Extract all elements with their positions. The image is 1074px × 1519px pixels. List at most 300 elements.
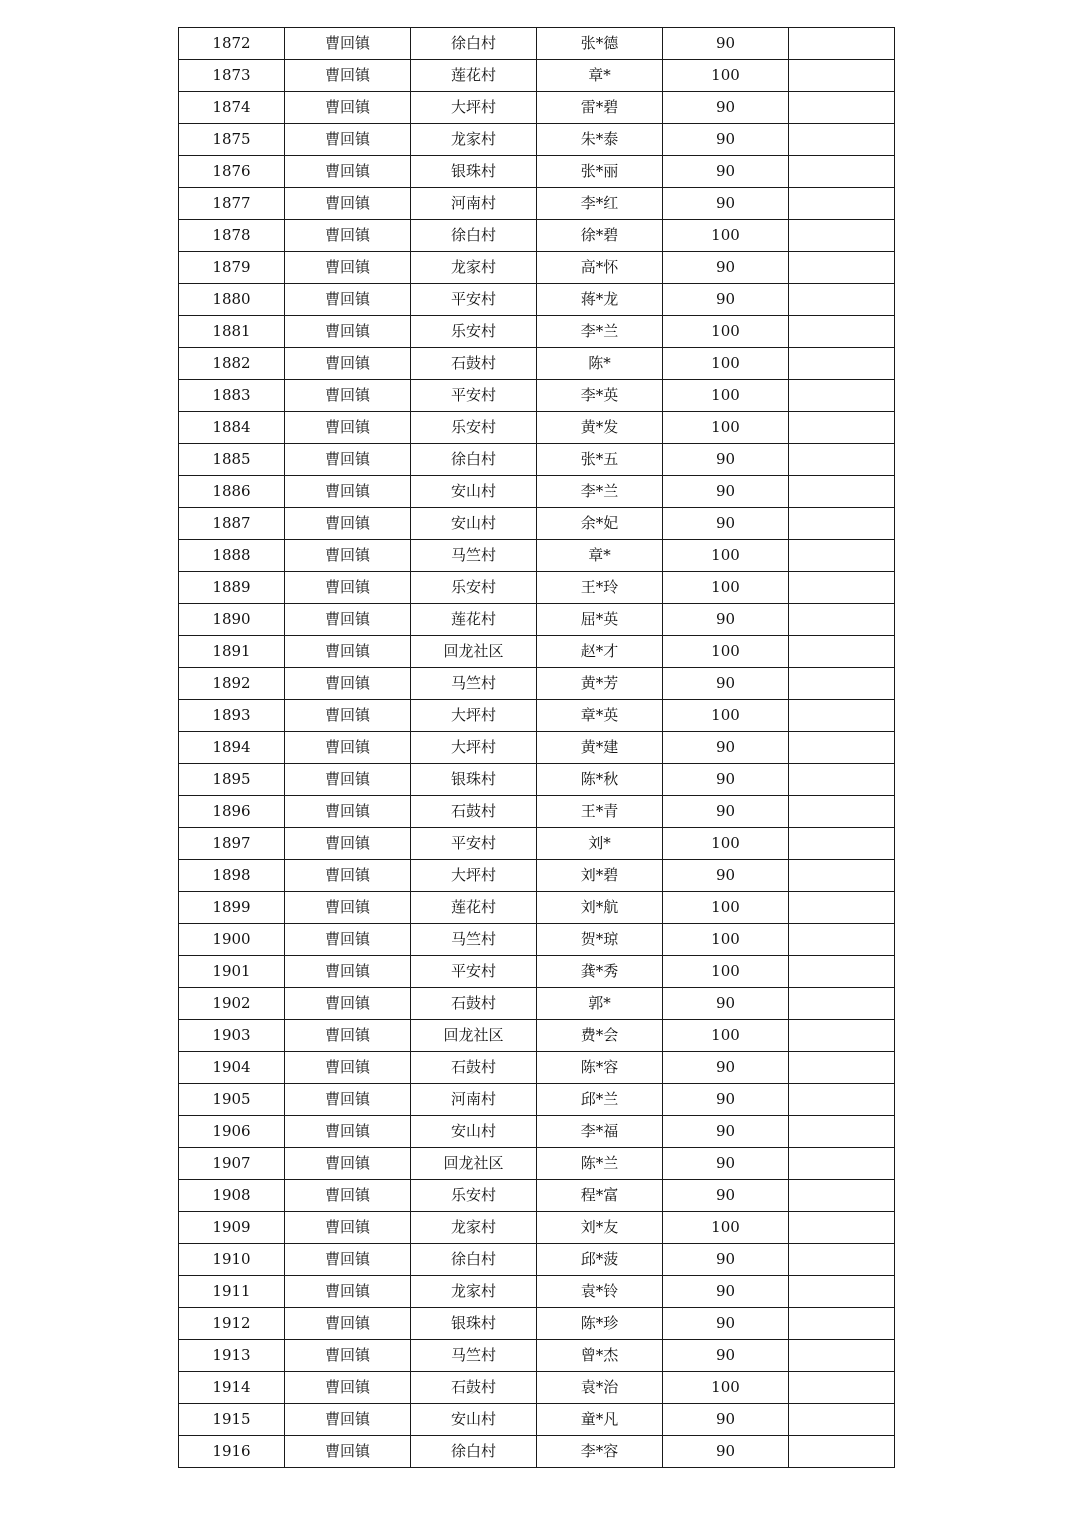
sequence-number-cell: 1890 [179,604,285,636]
sequence-number-cell: 1915 [179,1404,285,1436]
note-cell [789,252,895,284]
amount-cell: 100 [663,1212,789,1244]
note-cell [789,124,895,156]
table-row [179,700,895,732]
name-cell: 程*富 [537,1180,663,1212]
note-cell [789,60,895,92]
name-cell: 黄*发 [537,412,663,444]
village-cell: 大坪村 [411,732,537,764]
note-cell [789,636,895,668]
table-row [179,1052,895,1084]
table-row [179,732,895,764]
town-cell: 曹回镇 [285,668,411,700]
village-cell: 银珠村 [411,764,537,796]
name-cell: 高*怀 [537,252,663,284]
table-row [179,252,895,284]
village-cell: 徐白村 [411,1436,537,1468]
note-cell [789,732,895,764]
name-cell: 李*兰 [537,476,663,508]
village-cell: 石鼓村 [411,348,537,380]
amount-cell: 100 [663,348,789,380]
name-cell: 刘*航 [537,892,663,924]
village-cell: 平安村 [411,956,537,988]
note-cell [789,668,895,700]
roster-table [178,27,895,1468]
table-row [179,1084,895,1116]
sequence-number-cell: 1875 [179,124,285,156]
village-cell: 石鼓村 [411,1372,537,1404]
town-cell: 曹回镇 [285,60,411,92]
table-row [179,348,895,380]
village-cell: 安山村 [411,508,537,540]
name-cell: 李*福 [537,1116,663,1148]
table-row [179,476,895,508]
sequence-number-cell: 1912 [179,1308,285,1340]
table-row [179,124,895,156]
village-cell: 石鼓村 [411,796,537,828]
town-cell: 曹回镇 [285,732,411,764]
note-cell [789,1436,895,1468]
town-cell: 曹回镇 [285,1084,411,1116]
amount-cell: 90 [663,444,789,476]
sequence-number-cell: 1873 [179,60,285,92]
table-row [179,988,895,1020]
note-cell [789,28,895,60]
amount-cell: 100 [663,892,789,924]
note-cell [789,1340,895,1372]
note-cell [789,1308,895,1340]
amount-cell: 100 [663,60,789,92]
table-row [179,540,895,572]
name-cell: 李*英 [537,380,663,412]
note-cell [789,924,895,956]
amount-cell: 90 [663,796,789,828]
amount-cell: 100 [663,828,789,860]
note-cell [789,1116,895,1148]
amount-cell: 90 [663,668,789,700]
table-row [179,1212,895,1244]
sequence-number-cell: 1913 [179,1340,285,1372]
town-cell: 曹回镇 [285,188,411,220]
table-row [179,796,895,828]
note-cell [789,380,895,412]
sequence-number-cell: 1914 [179,1372,285,1404]
table-row [179,284,895,316]
note-cell [789,860,895,892]
village-cell: 河南村 [411,1084,537,1116]
amount-cell: 90 [663,1276,789,1308]
village-cell: 马竺村 [411,540,537,572]
note-cell [789,1052,895,1084]
town-cell: 曹回镇 [285,1244,411,1276]
village-cell: 龙家村 [411,1276,537,1308]
table-row [179,1340,895,1372]
name-cell: 陈*兰 [537,1148,663,1180]
sequence-number-cell: 1906 [179,1116,285,1148]
amount-cell: 100 [663,1372,789,1404]
note-cell [789,444,895,476]
table-row [179,572,895,604]
note-cell [789,540,895,572]
note-cell [789,1276,895,1308]
table-row [179,1436,895,1468]
village-cell: 大坪村 [411,700,537,732]
town-cell: 曹回镇 [285,1308,411,1340]
table-row [179,1404,895,1436]
note-cell [789,572,895,604]
note-cell [789,988,895,1020]
amount-cell: 90 [663,92,789,124]
name-cell: 章* [537,60,663,92]
sequence-number-cell: 1911 [179,1276,285,1308]
table-row [179,508,895,540]
town-cell: 曹回镇 [285,1116,411,1148]
village-cell: 龙家村 [411,1212,537,1244]
note-cell [789,1020,895,1052]
village-cell: 徐白村 [411,220,537,252]
town-cell: 曹回镇 [285,892,411,924]
village-cell: 石鼓村 [411,1052,537,1084]
name-cell: 贺*琼 [537,924,663,956]
town-cell: 曹回镇 [285,604,411,636]
sequence-number-cell: 1874 [179,92,285,124]
amount-cell: 90 [663,1308,789,1340]
sequence-number-cell: 1910 [179,1244,285,1276]
sequence-number-cell: 1878 [179,220,285,252]
amount-cell: 90 [663,1404,789,1436]
amount-cell: 100 [663,700,789,732]
sequence-number-cell: 1903 [179,1020,285,1052]
table-row [179,1116,895,1148]
name-cell: 章*英 [537,700,663,732]
name-cell: 张*五 [537,444,663,476]
town-cell: 曹回镇 [285,92,411,124]
sequence-number-cell: 1895 [179,764,285,796]
name-cell: 李*兰 [537,316,663,348]
sequence-number-cell: 1883 [179,380,285,412]
note-cell [789,1404,895,1436]
sequence-number-cell: 1887 [179,508,285,540]
town-cell: 曹回镇 [285,956,411,988]
table-row [179,412,895,444]
town-cell: 曹回镇 [285,924,411,956]
sequence-number-cell: 1888 [179,540,285,572]
sequence-number-cell: 1899 [179,892,285,924]
table-row [179,604,895,636]
name-cell: 王*青 [537,796,663,828]
amount-cell: 100 [663,956,789,988]
name-cell: 邱*菠 [537,1244,663,1276]
note-cell [789,508,895,540]
village-cell: 安山村 [411,1404,537,1436]
name-cell: 雷*碧 [537,92,663,124]
sequence-number-cell: 1882 [179,348,285,380]
town-cell: 曹回镇 [285,828,411,860]
village-cell: 平安村 [411,284,537,316]
name-cell: 郭* [537,988,663,1020]
sequence-number-cell: 1905 [179,1084,285,1116]
village-cell: 回龙社区 [411,1020,537,1052]
sequence-number-cell: 1884 [179,412,285,444]
note-cell [789,1148,895,1180]
amount-cell: 90 [663,156,789,188]
note-cell [789,348,895,380]
table-row [179,1308,895,1340]
sequence-number-cell: 1876 [179,156,285,188]
table-row [179,1180,895,1212]
village-cell: 银珠村 [411,1308,537,1340]
sequence-number-cell: 1904 [179,1052,285,1084]
amount-cell: 90 [663,860,789,892]
town-cell: 曹回镇 [285,796,411,828]
table-row [179,764,895,796]
name-cell: 陈* [537,348,663,380]
amount-cell: 90 [663,28,789,60]
village-cell: 安山村 [411,476,537,508]
name-cell: 徐*碧 [537,220,663,252]
sequence-number-cell: 1872 [179,28,285,60]
name-cell: 黄*芳 [537,668,663,700]
name-cell: 童*凡 [537,1404,663,1436]
village-cell: 龙家村 [411,252,537,284]
amount-cell: 90 [663,476,789,508]
name-cell: 赵*才 [537,636,663,668]
name-cell: 陈*珍 [537,1308,663,1340]
town-cell: 曹回镇 [285,1052,411,1084]
sequence-number-cell: 1894 [179,732,285,764]
village-cell: 莲花村 [411,60,537,92]
note-cell [789,476,895,508]
amount-cell: 90 [663,508,789,540]
amount-cell: 100 [663,316,789,348]
table-row [179,636,895,668]
amount-cell: 100 [663,1020,789,1052]
table-row [179,380,895,412]
amount-cell: 90 [663,1084,789,1116]
note-cell [789,700,895,732]
table-row [179,924,895,956]
sequence-number-cell: 1889 [179,572,285,604]
table-row [179,828,895,860]
name-cell: 费*会 [537,1020,663,1052]
name-cell: 刘* [537,828,663,860]
name-cell: 黄*建 [537,732,663,764]
table-row [179,188,895,220]
amount-cell: 100 [663,924,789,956]
amount-cell: 100 [663,220,789,252]
name-cell: 袁*铃 [537,1276,663,1308]
note-cell [789,412,895,444]
village-cell: 回龙社区 [411,636,537,668]
amount-cell: 90 [663,1116,789,1148]
name-cell: 曾*杰 [537,1340,663,1372]
note-cell [789,156,895,188]
sequence-number-cell: 1900 [179,924,285,956]
table-row [179,1276,895,1308]
sequence-number-cell: 1877 [179,188,285,220]
name-cell: 袁*治 [537,1372,663,1404]
town-cell: 曹回镇 [285,636,411,668]
sequence-number-cell: 1892 [179,668,285,700]
name-cell: 朱*泰 [537,124,663,156]
town-cell: 曹回镇 [285,1436,411,1468]
sequence-number-cell: 1916 [179,1436,285,1468]
village-cell: 大坪村 [411,860,537,892]
town-cell: 曹回镇 [285,1180,411,1212]
town-cell: 曹回镇 [285,252,411,284]
amount-cell: 90 [663,988,789,1020]
name-cell: 余*妃 [537,508,663,540]
table-row [179,60,895,92]
town-cell: 曹回镇 [285,540,411,572]
note-cell [789,1212,895,1244]
town-cell: 曹回镇 [285,988,411,1020]
note-cell [789,1244,895,1276]
table-row [179,860,895,892]
note-cell [789,828,895,860]
town-cell: 曹回镇 [285,444,411,476]
village-cell: 马竺村 [411,924,537,956]
name-cell: 李*红 [537,188,663,220]
town-cell: 曹回镇 [285,572,411,604]
town-cell: 曹回镇 [285,1020,411,1052]
village-cell: 徐白村 [411,28,537,60]
sequence-number-cell: 1886 [179,476,285,508]
town-cell: 曹回镇 [285,124,411,156]
table-row [179,668,895,700]
town-cell: 曹回镇 [285,1212,411,1244]
town-cell: 曹回镇 [285,860,411,892]
amount-cell: 90 [663,252,789,284]
amount-cell: 90 [663,1148,789,1180]
note-cell [789,92,895,124]
table-row [179,28,895,60]
sequence-number-cell: 1896 [179,796,285,828]
amount-cell: 90 [663,124,789,156]
town-cell: 曹回镇 [285,1404,411,1436]
name-cell: 李*容 [537,1436,663,1468]
note-cell [789,956,895,988]
table-row [179,92,895,124]
note-cell [789,1372,895,1404]
name-cell: 刘*碧 [537,860,663,892]
table-row [179,956,895,988]
note-cell [789,188,895,220]
town-cell: 曹回镇 [285,1276,411,1308]
amount-cell: 90 [663,188,789,220]
amount-cell: 90 [663,764,789,796]
amount-cell: 90 [663,1244,789,1276]
amount-cell: 100 [663,636,789,668]
name-cell: 陈*秋 [537,764,663,796]
town-cell: 曹回镇 [285,1148,411,1180]
sequence-number-cell: 1902 [179,988,285,1020]
village-cell: 乐安村 [411,316,537,348]
town-cell: 曹回镇 [285,764,411,796]
amount-cell: 100 [663,540,789,572]
table-row [179,1020,895,1052]
village-cell: 回龙社区 [411,1148,537,1180]
village-cell: 莲花村 [411,892,537,924]
table-row [179,892,895,924]
sequence-number-cell: 1898 [179,860,285,892]
note-cell [789,220,895,252]
amount-cell: 90 [663,284,789,316]
town-cell: 曹回镇 [285,508,411,540]
village-cell: 龙家村 [411,124,537,156]
note-cell [789,892,895,924]
name-cell: 王*玲 [537,572,663,604]
name-cell: 邱*兰 [537,1084,663,1116]
table-row [179,220,895,252]
sequence-number-cell: 1893 [179,700,285,732]
village-cell: 徐白村 [411,1244,537,1276]
village-cell: 乐安村 [411,572,537,604]
amount-cell: 90 [663,1340,789,1372]
town-cell: 曹回镇 [285,28,411,60]
amount-cell: 90 [663,732,789,764]
table-row [179,444,895,476]
village-cell: 马竺村 [411,668,537,700]
town-cell: 曹回镇 [285,476,411,508]
name-cell: 刘*友 [537,1212,663,1244]
note-cell [789,316,895,348]
sequence-number-cell: 1885 [179,444,285,476]
town-cell: 曹回镇 [285,1372,411,1404]
village-cell: 马竺村 [411,1340,537,1372]
village-cell: 安山村 [411,1116,537,1148]
village-cell: 河南村 [411,188,537,220]
town-cell: 曹回镇 [285,700,411,732]
table-row [179,156,895,188]
town-cell: 曹回镇 [285,1340,411,1372]
sequence-number-cell: 1909 [179,1212,285,1244]
amount-cell: 90 [663,1180,789,1212]
name-cell: 陈*容 [537,1052,663,1084]
sequence-number-cell: 1901 [179,956,285,988]
sequence-number-cell: 1908 [179,1180,285,1212]
amount-cell: 100 [663,572,789,604]
town-cell: 曹回镇 [285,156,411,188]
village-cell: 石鼓村 [411,988,537,1020]
sequence-number-cell: 1879 [179,252,285,284]
name-cell: 龚*秀 [537,956,663,988]
sequence-number-cell: 1891 [179,636,285,668]
table-row [179,1372,895,1404]
town-cell: 曹回镇 [285,316,411,348]
town-cell: 曹回镇 [285,220,411,252]
name-cell: 张*德 [537,28,663,60]
roster-table-body [179,28,895,1468]
amount-cell: 100 [663,412,789,444]
village-cell: 莲花村 [411,604,537,636]
amount-cell: 90 [663,1052,789,1084]
town-cell: 曹回镇 [285,412,411,444]
amount-cell: 90 [663,1436,789,1468]
table-row [179,1148,895,1180]
town-cell: 曹回镇 [285,284,411,316]
village-cell: 乐安村 [411,412,537,444]
name-cell: 张*丽 [537,156,663,188]
name-cell: 屈*英 [537,604,663,636]
note-cell [789,1084,895,1116]
note-cell [789,764,895,796]
amount-cell: 90 [663,604,789,636]
name-cell: 章* [537,540,663,572]
village-cell: 乐安村 [411,1180,537,1212]
town-cell: 曹回镇 [285,348,411,380]
note-cell [789,604,895,636]
